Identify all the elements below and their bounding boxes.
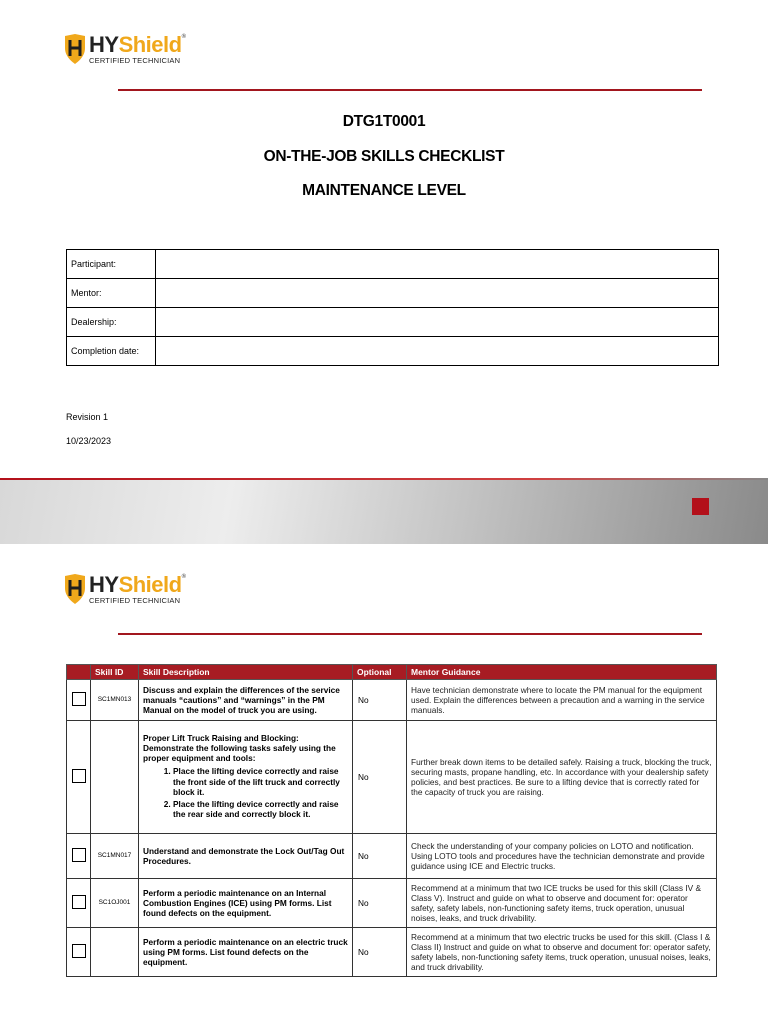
skill-description: Perform a periodic maintenance on an Internal Combustion Engines (ICE) using PM forms. List found defects on the equipment. [139,879,353,928]
participant-info-table [66,249,719,366]
skill-description: Perform a periodic maintenance on an electric truck using PM forms. List found defects on the equipment. [139,928,353,977]
completion-date-label: Completion date: [67,337,156,366]
skill-checkbox[interactable] [72,692,86,706]
brand-name-shield: Shield [118,32,182,57]
table-row [67,879,717,928]
skill-id [91,721,139,834]
header-rule [118,89,702,91]
page-break-band [0,478,768,544]
mentor-guidance: Check the understanding of your company policies on LOTO and notification. Using LOTO tools and procedures have the technician demonstrate and provide guidance using ICE and Electric trucks. [407,834,717,879]
header-optional: Optional [353,665,407,680]
skill-optional: No [353,928,407,977]
trademark: ® [181,574,186,580]
brand-name-hy: HY [89,572,119,597]
header-checkbox [67,665,91,680]
document-level: MAINTENANCE LEVEL [302,182,466,199]
header-rule [118,633,702,635]
skill-checkbox[interactable] [72,848,86,862]
shield-icon [64,34,86,64]
skill-checkbox[interactable] [72,944,86,958]
revision-date: 10/23/2023 [66,436,112,446]
table-row [67,834,717,879]
mentor-label: Mentor: [67,279,156,308]
skill-step: 2. Place the lifting device correctly and raise the rear side and correctly block it. [173,799,348,819]
dealership-label: Dealership: [67,308,156,337]
skills-header-row [67,665,717,680]
skill-description: Understand and demonstrate the Lock Out/Tag Out Procedures. [139,834,353,879]
page-1 [0,0,768,478]
table-row [67,928,717,977]
skill-optional: No [353,834,407,879]
skill-id: SC1MN013 [91,680,139,721]
brand-name-shield: Shield [118,572,182,597]
mentor-guidance: Recommend at a minimum that two ICE trucks be used for this skill (Class IV & Class V). Instruct and guide on what to observe and document for: operator safety, safety labels, non-functioning safety items, truck operation, unusual noises, leaks, and truck drivability. [407,879,717,928]
red-square-icon [692,498,709,515]
skill-description: Proper Lift Truck Raising and Blocking: Demonstrate the following tasks safely using the proper equipment and tools: [143,733,336,764]
mentor-guidance: Further break down items to be detailed safely. Raising a truck, blocking the truck, securing masts, propane handling, etc. In accordance with your dealership safety policies, and best practices. Be sure to a lifting device that is correctly rated for the capacity of truck you are raising. [407,721,717,834]
revision-text: Revision 1 [66,412,109,422]
header-skill-id: Skill ID [91,665,139,680]
dealership-field[interactable] [156,308,719,337]
document-code: DTG1T0001 [342,113,426,130]
skill-checkbox[interactable] [72,895,86,909]
document-title: ON-THE-JOB SKILLS CHECKLIST [263,148,505,165]
participant-label: Participant: [67,250,156,279]
skill-id: SC1OJ001 [91,879,139,928]
mentor-field[interactable] [156,279,719,308]
participant-field[interactable] [156,250,719,279]
skill-optional: No [353,721,407,834]
skill-step: 1. Place the lifting device correctly and raise the front side of the lift truck and correctly block it. [173,766,348,796]
info-row-participant [67,250,719,279]
brand-name-hy: HY [89,32,119,57]
mentor-guidance: Have technician demonstrate where to locate the PM manual for the equipment used. Explain the differences between a precaution and a warning in the service manuals. [407,680,717,721]
header-skill-description: Skill Description [139,665,353,680]
mentor-guidance: Recommend at a minimum that two electric trucks be used for this skill. (Class I & Class II) Instruct and guide on what to observe and document for: operator safety, safety labels, non-functioning safety items, truck operation, unusual noises, leaks, and truck drivability. [407,928,717,977]
completion-date-field[interactable] [156,337,719,366]
skill-description: Discuss and explain the differences of the service manuals “cautions” and “warnings” in the PM Manual on the model of truck you are using. [139,680,353,721]
skills-table [66,664,717,977]
table-row [67,721,717,834]
table-row [67,680,717,721]
hyshield-logo-page2 [64,574,186,605]
skill-optional: No [353,680,407,721]
brand-tagline: CERTIFIED TECHNICIAN [89,596,181,605]
info-row-completion-date [67,337,719,366]
trademark: ® [181,34,186,40]
skill-id [91,928,139,977]
hyshield-logo [64,34,186,65]
band-accent-line [0,478,768,480]
info-row-dealership [67,308,719,337]
shield-icon [64,574,86,604]
skill-optional: No [353,879,407,928]
brand-tagline: CERTIFIED TECHNICIAN [89,56,181,65]
skill-checkbox[interactable] [72,769,86,783]
skill-id: SC1MN017 [91,834,139,879]
skill-steps-list [143,766,348,819]
info-row-mentor [67,279,719,308]
skill-description-cell [139,721,353,834]
header-mentor-guidance: Mentor Guidance [407,665,717,680]
